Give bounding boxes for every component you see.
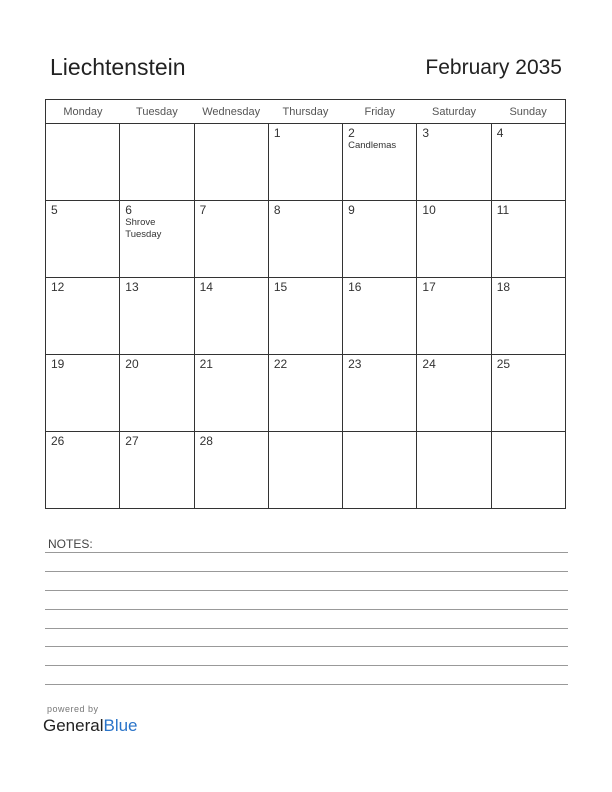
calendar-body (46, 124, 566, 509)
empty-day-cell (194, 124, 268, 201)
week-row (46, 278, 566, 355)
day-number: 9 (348, 203, 355, 217)
week-row (46, 124, 566, 201)
day-number: 12 (51, 280, 65, 294)
day-number: 4 (496, 126, 504, 140)
day-number: 15 (273, 280, 288, 294)
day-number: 6 (125, 203, 132, 217)
day-number: 23 (348, 357, 362, 371)
day-cell-1 (268, 124, 342, 201)
note-line (45, 552, 568, 553)
holiday-event: Candlemas (348, 140, 397, 151)
weekday-tuesday: Tuesday (120, 100, 194, 124)
notes-label: NOTES: (48, 537, 93, 551)
day-number: 16 (348, 280, 362, 294)
country-title: Liechtenstein (50, 54, 186, 80)
day-cell-12 (46, 278, 120, 355)
day-number: 22 (273, 357, 288, 371)
day-cell-20 (120, 355, 194, 432)
day-cell-7 (194, 201, 268, 278)
day-number: 1 (273, 126, 281, 140)
day-cell-19 (46, 355, 120, 432)
weekday-thursday: Thursday (268, 100, 342, 124)
weekday-sunday: Sunday (491, 100, 565, 124)
day-number: 24 (422, 357, 436, 371)
day-number: 5 (51, 203, 58, 217)
day-number: 19 (51, 357, 65, 371)
day-cell-13 (120, 278, 194, 355)
day-cell-3 (417, 124, 491, 201)
day-cell-21 (194, 355, 268, 432)
day-cell-5 (46, 201, 120, 278)
weekday-friday: Friday (343, 100, 417, 124)
empty-day-cell (120, 124, 194, 201)
day-number: 7 (199, 203, 207, 217)
calendar-grid (45, 99, 566, 509)
day-cell-14 (194, 278, 268, 355)
day-number: 26 (51, 434, 65, 448)
note-line (45, 646, 568, 647)
brand-general: General (43, 716, 104, 735)
note-line (45, 684, 568, 685)
day-cell-25 (491, 355, 565, 432)
day-cell-4 (491, 124, 565, 201)
day-number: 21 (199, 357, 213, 371)
day-cell-6 (120, 201, 194, 278)
day-cell-18 (491, 278, 565, 355)
day-number: 18 (496, 280, 511, 294)
week-row (46, 355, 566, 432)
holiday-event: Shrove Tuesday (125, 217, 162, 240)
day-number: 10 (422, 203, 436, 217)
day-number: 20 (125, 357, 139, 371)
day-number: 3 (422, 126, 430, 140)
day-cell-8 (268, 201, 342, 278)
empty-day-cell (46, 124, 120, 201)
weekday-saturday: Saturday (417, 100, 491, 124)
day-cell-11 (491, 201, 565, 278)
note-line (45, 590, 568, 591)
weekday-header-row (46, 100, 566, 124)
weekday-monday: Monday (46, 100, 120, 124)
day-number: 11 (496, 203, 510, 217)
day-number: 2 (348, 126, 355, 140)
day-cell-10 (417, 201, 491, 278)
day-cell-22 (268, 355, 342, 432)
note-line (45, 609, 568, 610)
brand-blue: Blue (103, 716, 138, 735)
note-line (45, 571, 568, 572)
empty-day-cell (343, 432, 417, 509)
powered-by-text: powered by (47, 704, 99, 714)
day-cell-9 (343, 201, 417, 278)
weekday-wednesday: Wednesday (194, 100, 268, 124)
note-line (45, 665, 568, 666)
empty-day-cell (491, 432, 565, 509)
day-cell-27 (120, 432, 194, 509)
day-cell-26 (46, 432, 120, 509)
day-cell-28 (194, 432, 268, 509)
day-cell-15 (268, 278, 342, 355)
day-number: 27 (125, 434, 139, 448)
day-number: 13 (125, 280, 139, 294)
day-number: 17 (422, 280, 436, 294)
day-cell-2 (343, 124, 417, 201)
day-number: 8 (273, 203, 281, 217)
day-number: 28 (199, 434, 213, 448)
empty-day-cell (417, 432, 491, 509)
week-row (46, 432, 566, 509)
month-year-title: February 2035 (425, 56, 562, 79)
day-cell-16 (343, 278, 417, 355)
week-row (46, 201, 566, 278)
empty-day-cell (268, 432, 342, 509)
day-number: 14 (199, 280, 213, 294)
day-cell-24 (417, 355, 491, 432)
day-cell-17 (417, 278, 491, 355)
day-cell-23 (343, 355, 417, 432)
brand-logo (43, 716, 138, 736)
note-line (45, 628, 568, 629)
day-number: 25 (496, 357, 511, 371)
